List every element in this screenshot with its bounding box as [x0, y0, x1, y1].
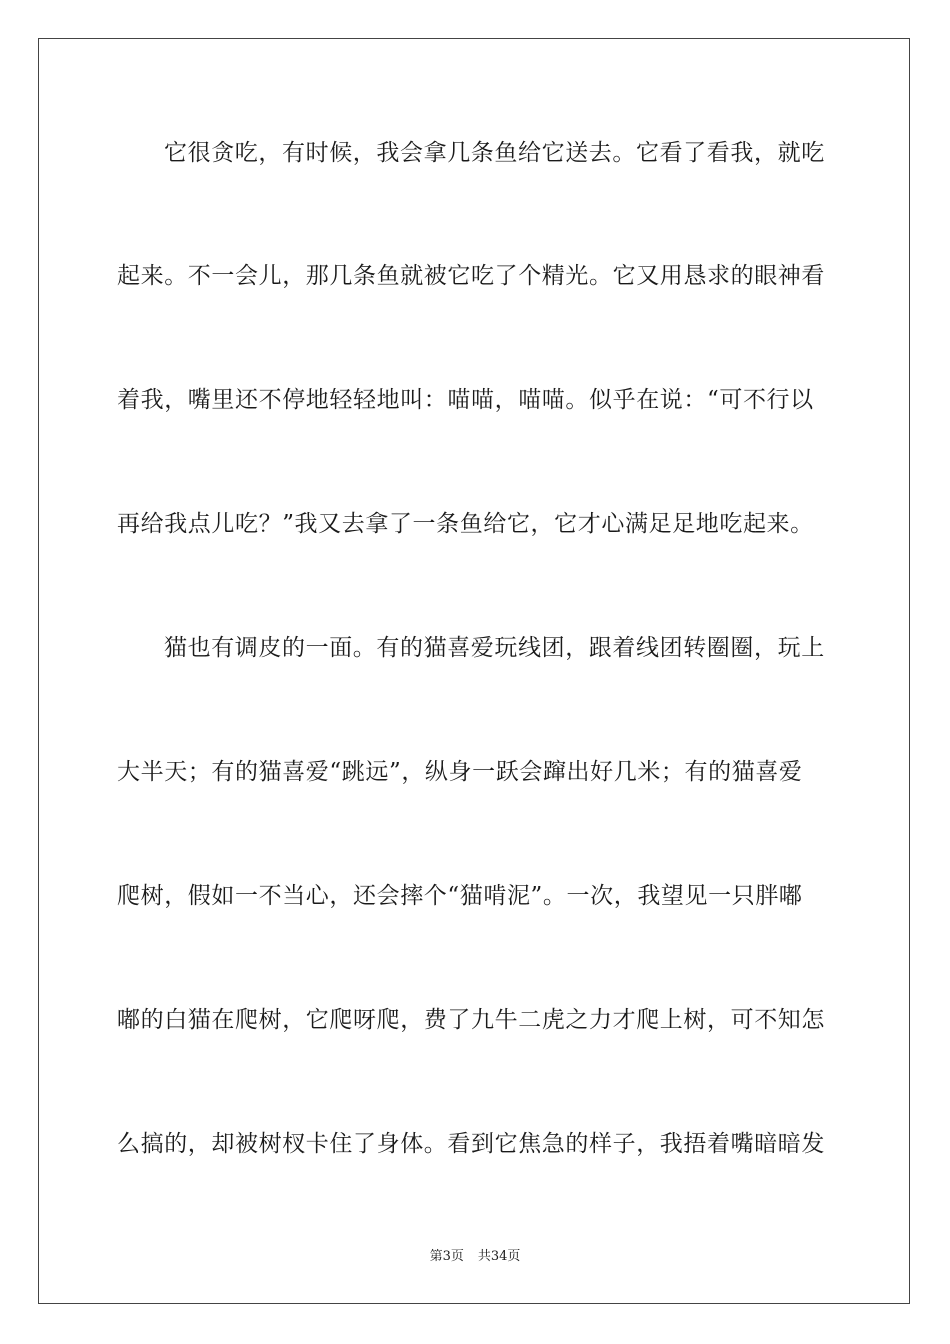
page-total: 共34页 — [477, 1249, 521, 1264]
text-line: 它很贪吃，有时候，我会拿几条鱼给它送去。它看了看我，就吃 — [164, 140, 825, 166]
text-line: 嘟的白猫在爬树，它爬呀爬，费了九牛二虎之力才爬上树，可不知怎 — [117, 1007, 825, 1033]
text-line: 爬树，假如一不当心，还会摔个“猫啃泥”。一次，我望见一只胖嘟 — [117, 883, 803, 909]
text-line: 大半天；有的猫喜爱“跳远”，纵身一跃会蹿出好几米；有的猫喜爱 — [117, 759, 803, 785]
text-line: 么搞的，却被树杈卡住了身体。看到它焦急的样子，我捂着嘴暗暗发 — [117, 1131, 825, 1157]
page-number: 第3页 — [429, 1249, 464, 1264]
text-line: 着我，嘴里还不停地轻轻地叫：喵喵，喵喵。似乎在说：“可不行以 — [117, 387, 814, 413]
page-frame — [38, 38, 910, 1304]
text-line: 起来。不一会儿，那几条鱼就被它吃了个精光。它又用恳求的眼神看 — [117, 263, 825, 289]
page-footer — [0, 1249, 950, 1265]
text-line: 再给我点儿吃？”我又去拿了一条鱼给它，它才心满足足地吃起来。 — [117, 511, 814, 537]
text-line: 猫也有调皮的一面。有的猫喜爱玩线团，跟着线团转圈圈，玩上 — [164, 635, 825, 661]
